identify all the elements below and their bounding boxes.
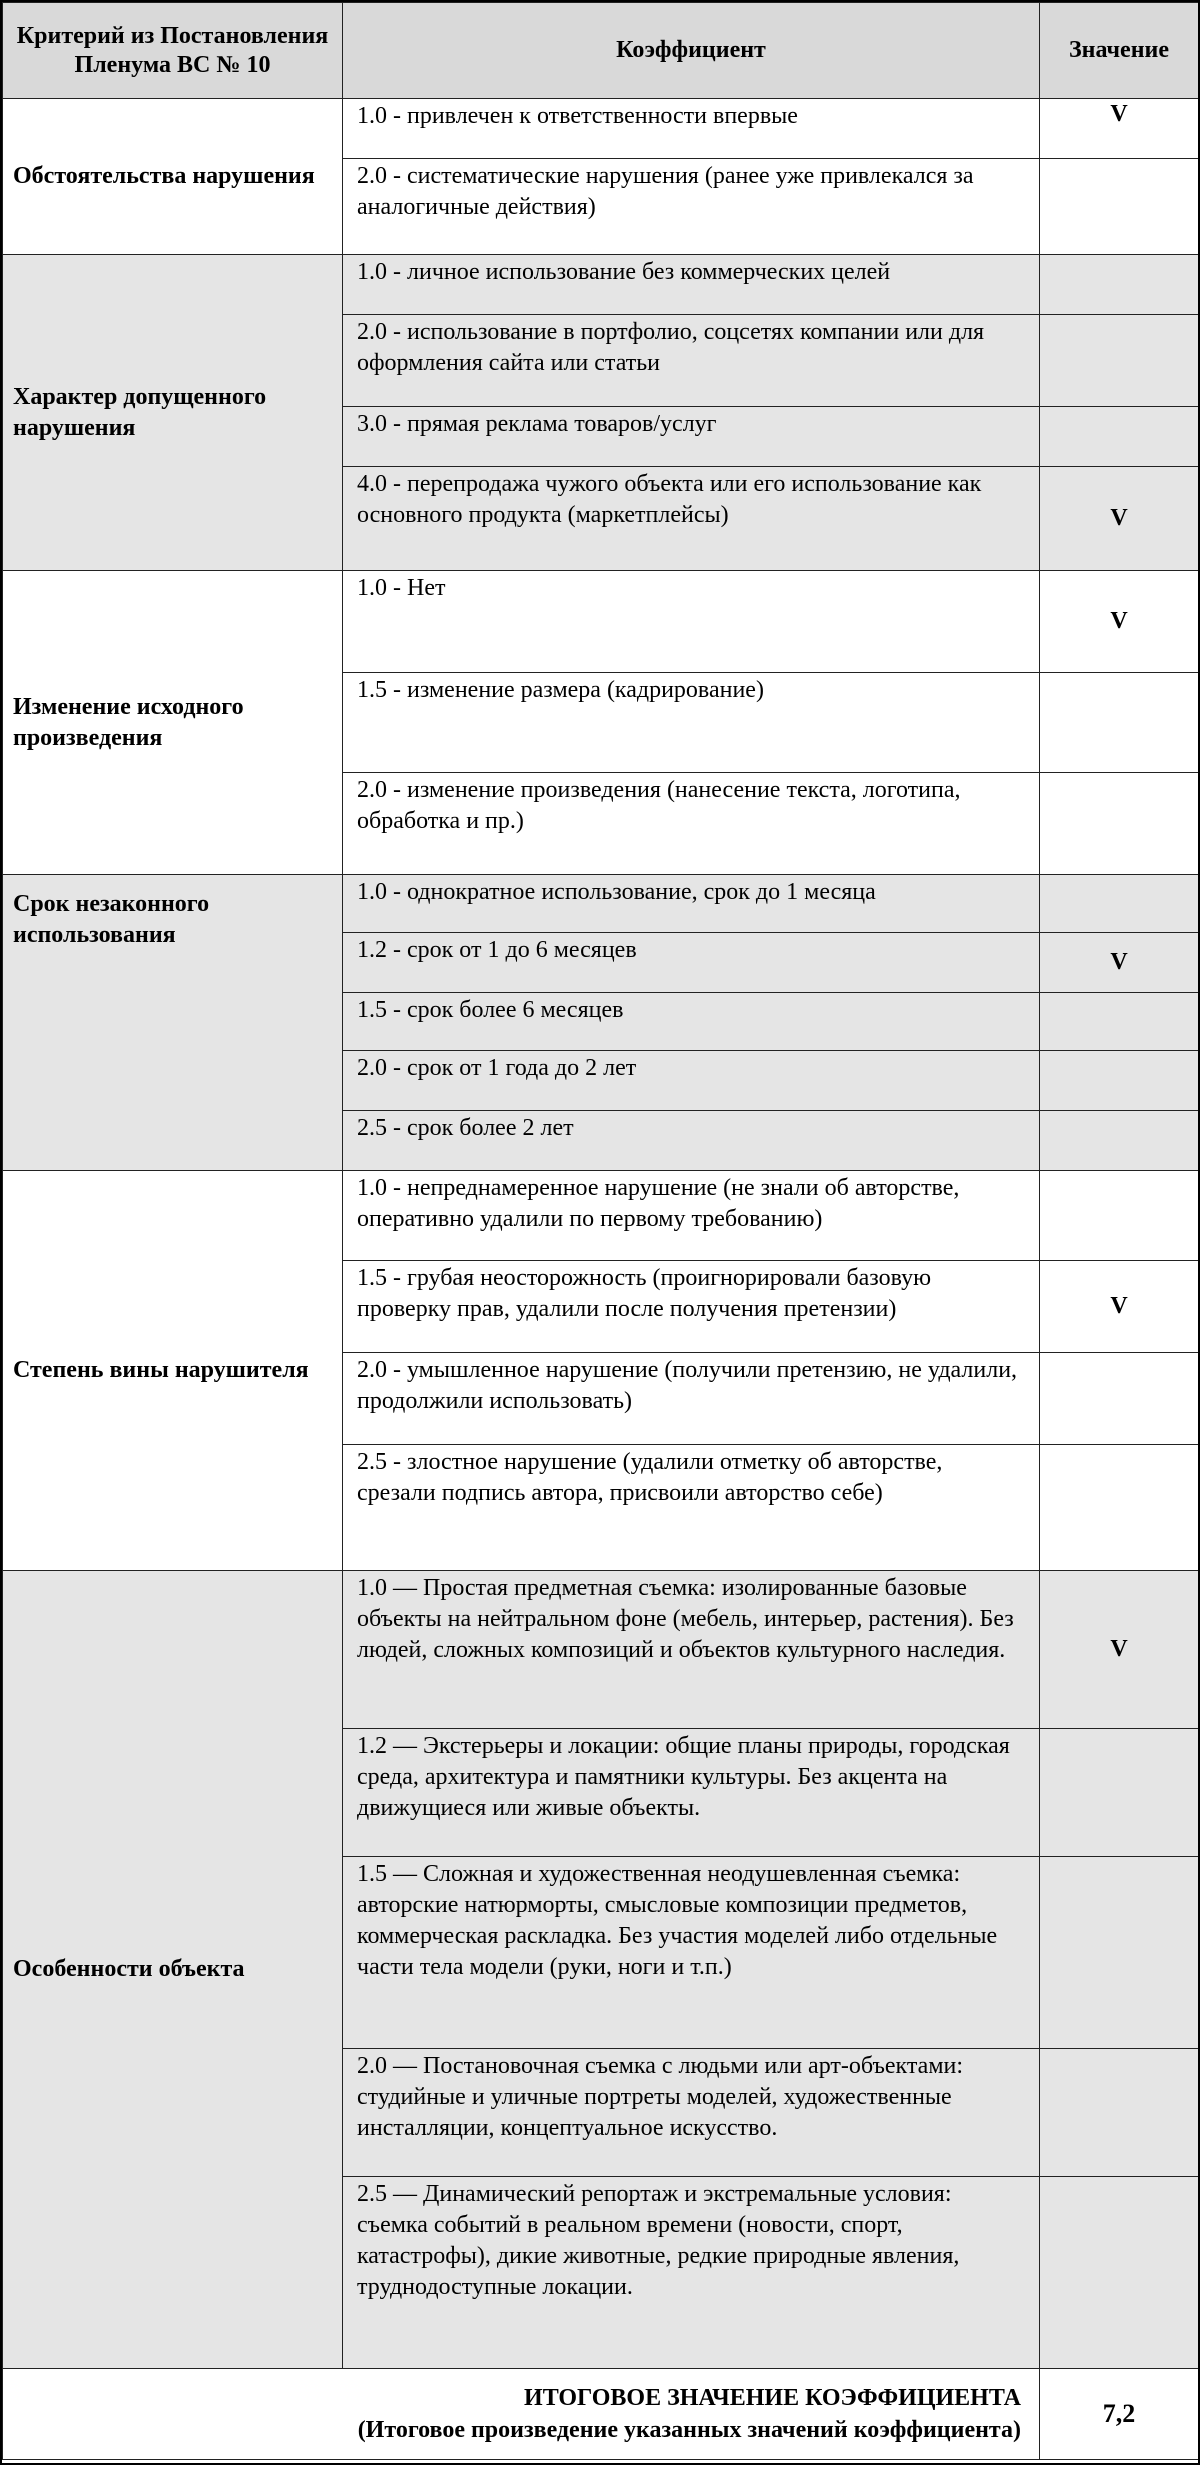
coefficient-option: 1.0 - личное использование без коммерческих целей (343, 255, 1040, 315)
coefficient-option: 2.5 - злостное нарушение (удалили отметку об авторстве, срезали подпись автора, присвоили авторство себе) (343, 1445, 1040, 1571)
value-mark: V (1040, 99, 1199, 159)
value-mark (1040, 673, 1199, 773)
value-mark (1040, 1729, 1199, 1857)
value-mark: V (1040, 467, 1199, 571)
total-title: ИТОГОВОЕ ЗНАЧЕНИЕ КОЭФФИЦИЕНТА (524, 2385, 1021, 2411)
total-value: 7,2 (1040, 2369, 1199, 2460)
criterion-guilt-degree: Степень вины нарушителя (3, 1171, 343, 1571)
table-row (3, 255, 1199, 315)
coefficient-option: 1.0 - привлечен к ответственности впервые (343, 99, 1040, 159)
value-mark (1040, 1051, 1199, 1111)
criterion-object-features: Особенности объекта (3, 1571, 343, 2369)
table-row (3, 99, 1199, 159)
coefficient-option: 2.0 - систематические нарушения (ранее уже привлекался за аналогичные действия) (343, 159, 1040, 255)
coefficient-option: 4.0 - перепродажа чужого объекта или его использование как основного продукта (маркетплейсы) (343, 467, 1040, 571)
value-mark (1040, 2177, 1199, 2369)
coefficient-column-header: Коэффициент (343, 3, 1040, 99)
value-mark: V (1040, 933, 1199, 993)
value-mark (1040, 773, 1199, 875)
value-mark: V (1040, 1571, 1199, 1729)
value-mark (1040, 1171, 1199, 1261)
coefficient-option: 1.0 — Простая предметная съемка: изолированные базовые объекты на нейтральном фоне (мебель, интерьер, растения). Без людей, сложных композиций и объектов культурного наследия. (343, 1571, 1040, 1729)
coefficient-option: 1.5 - срок более 6 месяцев (343, 993, 1040, 1051)
value-mark: V (1040, 1261, 1199, 1353)
value-mark (1040, 255, 1199, 315)
criterion-column-header: Критерий из Постановления Пленума ВС № 10 (3, 3, 343, 99)
criterion-work-modification: Изменение исходного произведения (3, 571, 343, 875)
value-mark (1040, 2049, 1199, 2177)
coefficient-option: 2.0 - умышленное нарушение (получили претензию, не удалили, продолжили использовать) (343, 1353, 1040, 1445)
coefficient-option: 2.0 — Постановочная съемка с людьми или арт-объектами: студийные и уличные портреты моделей, художественные инсталляции, концептуальное искусство. (343, 2049, 1040, 2177)
value-column-header: Значение (1040, 3, 1199, 99)
coefficient-option: 2.5 - срок более 2 лет (343, 1111, 1040, 1171)
coefficient-option: 1.2 — Экстерьеры и локации: общие планы природы, городская среда, архитектура и памятники культуры. Без акцента на движущиеся или живые объекты. (343, 1729, 1040, 1857)
total-label (3, 2369, 1040, 2460)
coefficient-option: 1.5 - грубая неосторожность (проигнорировали базовую проверку прав, удалили после получения претензии) (343, 1261, 1040, 1353)
coefficient-option: 1.5 - изменение размера (кадрирование) (343, 673, 1040, 773)
table-header-row (3, 3, 1199, 99)
value-mark (1040, 1445, 1199, 1571)
value-mark (1040, 1857, 1199, 2049)
coefficient-option: 1.2 - срок от 1 до 6 месяцев (343, 933, 1040, 993)
coefficient-option: 2.0 - использование в портфолио, соцсетях компании или для оформления сайта или статьи (343, 315, 1040, 407)
criterion-violation-nature: Характер допущенного нарушения (3, 255, 343, 571)
table-row (3, 571, 1199, 673)
value-mark: V (1040, 571, 1199, 673)
coefficient-option: 1.0 - непреднамеренное нарушение (не знали об авторстве, оперативно удалили по первому требованию) (343, 1171, 1040, 1261)
table-row (3, 875, 1199, 933)
table-row (3, 1571, 1199, 1729)
criterion-circumstances: Обстоятельства нарушения (3, 99, 343, 255)
criterion-usage-term: Срок незаконного использования (3, 875, 343, 1171)
value-mark (1040, 315, 1199, 407)
value-mark (1040, 993, 1199, 1051)
total-subtitle: (Итоговое произведение указанных значений коэффициента) (357, 2417, 1021, 2443)
value-mark (1040, 407, 1199, 467)
coefficient-option: 1.0 - Нет (343, 571, 1040, 673)
coefficient-option: 1.0 - однократное использование, срок до 1 месяца (343, 875, 1040, 933)
coefficient-option: 2.5 — Динамический репортаж и экстремальные условия: съемка событий в реальном времени (новости, спорт, катастрофы), дикие животные, редкие природные явления, труднодоступные локации. (343, 2177, 1040, 2369)
coefficient-option: 1.5 — Сложная и художественная неодушевленная съемка: авторские натюрморты, смысловые композиции предметов, коммерческая раскладка. Без участия моделей либо отдельные части тела модели (руки, ноги и т.п.) (343, 1857, 1040, 2049)
total-row (3, 2369, 1199, 2460)
coefficient-table (2, 2, 1199, 2460)
value-mark (1040, 159, 1199, 255)
value-mark (1040, 875, 1199, 933)
table-row (3, 1171, 1199, 1261)
coefficient-option: 3.0 - прямая реклама товаров/услуг (343, 407, 1040, 467)
value-mark (1040, 1111, 1199, 1171)
value-mark (1040, 1353, 1199, 1445)
coefficient-option: 2.0 - изменение произведения (нанесение текста, логотипа, обработка и пр.) (343, 773, 1040, 875)
coefficient-option: 2.0 - срок от 1 года до 2 лет (343, 1051, 1040, 1111)
